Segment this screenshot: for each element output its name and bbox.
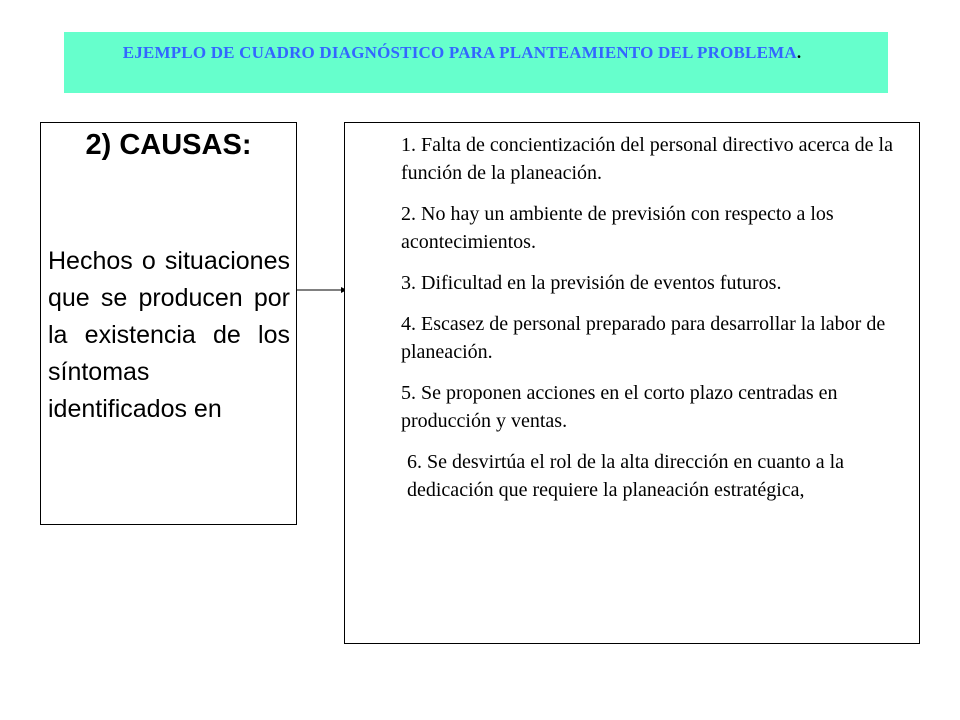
causes-definition-box xyxy=(40,122,297,525)
cause-item-1: 1. Falta de concientización del personal directivo acerca de la función de la planeación. xyxy=(401,134,893,184)
cause-item-6: 6. Se desvirtúa el rol de la alta dirección en cuanto a la dedicación que requiere la planeación estratégica, xyxy=(407,451,845,501)
causes-list xyxy=(401,131,911,517)
title-banner xyxy=(64,32,888,93)
banner-title-period: . xyxy=(796,43,802,62)
cause-item-4: 4. Escasez de personal preparado para desarrollar la labor de planeación. xyxy=(401,313,886,363)
cause-item-3: 3. Dificultad en la previsión de eventos futuros. xyxy=(401,272,782,294)
cause-item-2: 2. No hay un ambiente de previsión con respecto a los acontecimientos. xyxy=(401,203,834,253)
cause-item-5: 5. Se proponen acciones en el corto plazo centradas en producción y ventas. xyxy=(401,382,838,432)
causes-description: Hechos o situaciones que se producen por la existencia de los síntomas identificados en xyxy=(48,247,290,423)
banner-title: EJEMPLO DE CUADRO DIAGNÓSTICO PARA PLANTEAMIENTO DEL PROBLEMA xyxy=(122,43,797,62)
arrow-right-icon xyxy=(297,284,347,296)
causes-heading: 2) CAUSAS: xyxy=(85,129,252,161)
causes-list-box xyxy=(344,122,920,644)
